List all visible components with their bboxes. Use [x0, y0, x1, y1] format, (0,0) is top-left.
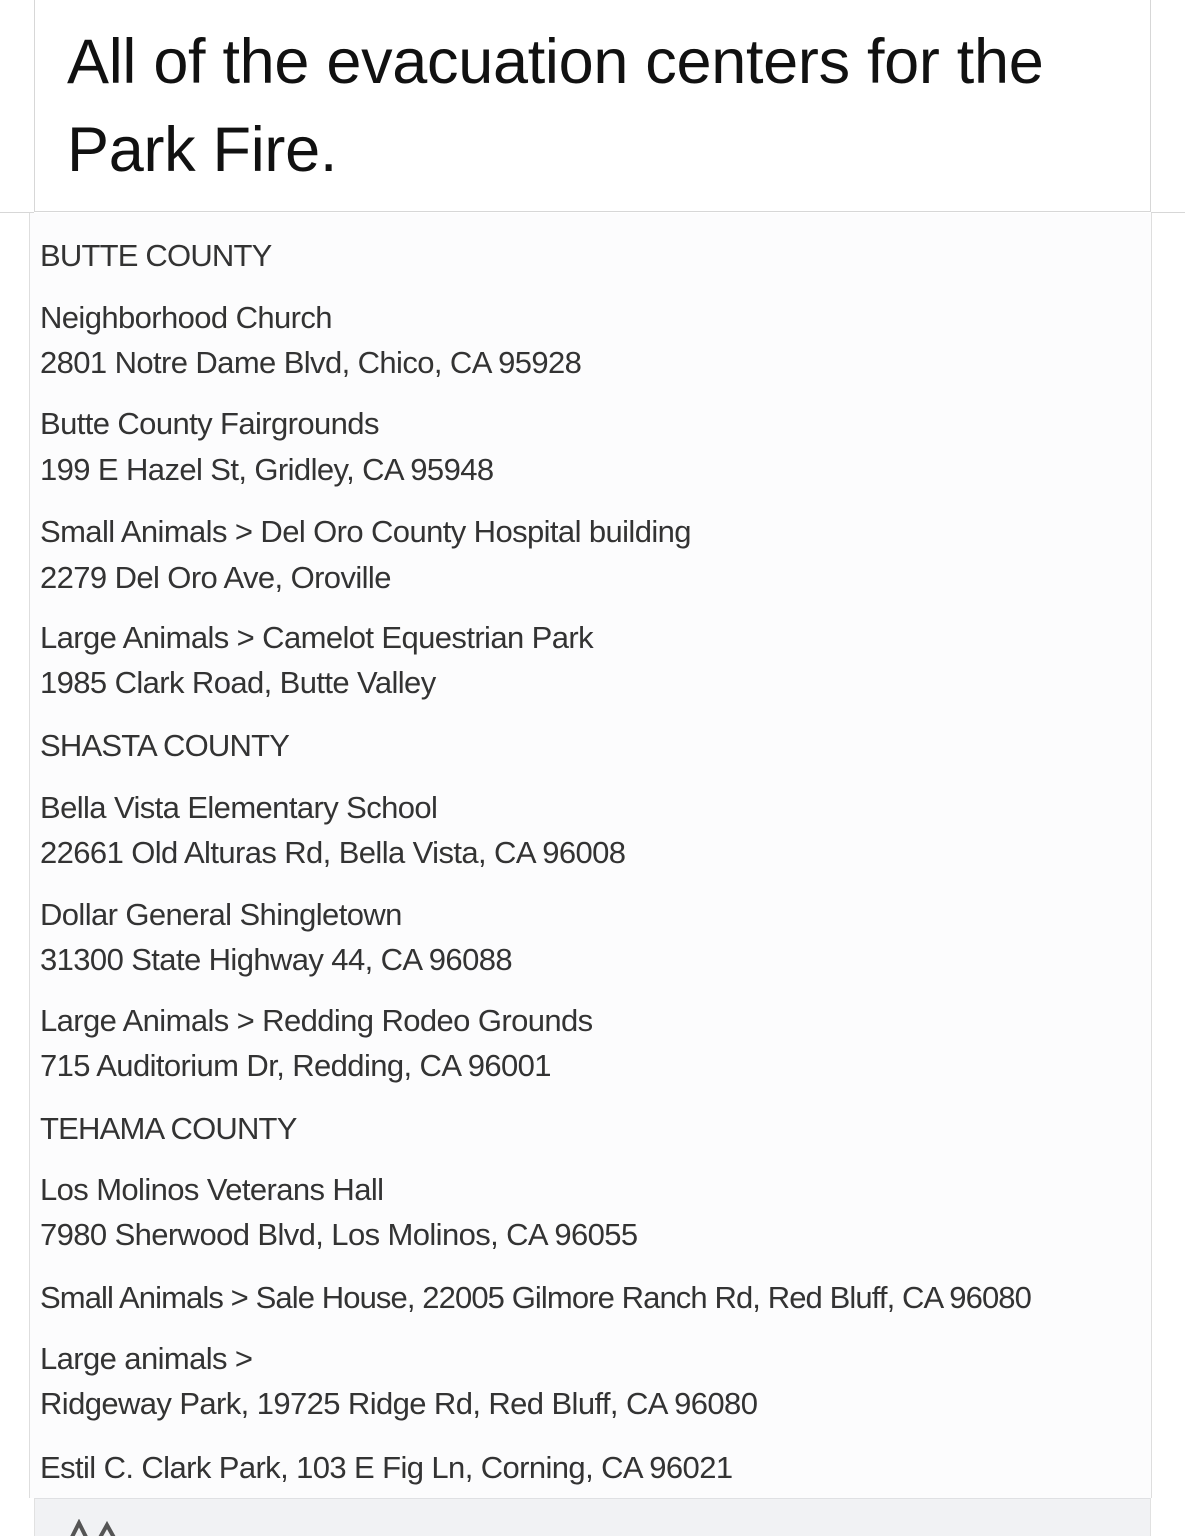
post-header [34, 0, 1151, 212]
center-address: 7980 Sherwood Blvd, Los Molinos, CA 96055 [40, 1217, 638, 1252]
center-name: Neighborhood Church [40, 300, 332, 335]
county-heading-shasta: SHASTA COUNTY [40, 728, 290, 763]
center-category: Large animals > [40, 1341, 253, 1376]
cropped-glyph-icon [67, 1519, 139, 1536]
center-address: 31300 State Highway 44, CA 96088 [40, 942, 512, 977]
center-address: 2279 Del Oro Ave, Oroville [40, 560, 391, 595]
panel-border-right [1151, 213, 1152, 1498]
center-address: 2801 Notre Dame Blvd, Chico, CA 95928 [40, 345, 582, 380]
center-name: Bella Vista Elementary School [40, 790, 438, 825]
center-address: 715 Auditorium Dr, Redding, CA 96001 [40, 1048, 551, 1083]
center-name-address: Estil C. Clark Park, 103 E Fig Ln, Corning, CA 96021 [40, 1450, 733, 1485]
county-heading-butte: BUTTE COUNTY [40, 238, 272, 273]
center-name: Los Molinos Veterans Hall [40, 1172, 384, 1207]
center-name: Butte County Fairgrounds [40, 406, 379, 441]
center-address: 22661 Old Alturas Rd, Bella Vista, CA 96008 [40, 835, 626, 870]
center-name-address: Small Animals > Sale House, 22005 Gilmore Ranch Rd, Red Bluff, CA 96080 [40, 1280, 1031, 1315]
center-name: Large Animals > Redding Rodeo Grounds [40, 1003, 593, 1038]
header-divider-right [1151, 212, 1185, 213]
center-name: Small Animals > Del Oro County Hospital building [40, 514, 691, 549]
center-address: 199 E Hazel St, Gridley, CA 95948 [40, 452, 494, 487]
center-name-address: Ridgeway Park, 19725 Ridge Rd, Red Bluff, CA 96080 [40, 1386, 758, 1421]
post-title: All of the evacuation centers for the Park Fire. [67, 27, 1044, 185]
center-name: Dollar General Shingletown [40, 897, 402, 932]
next-section-strip [34, 1498, 1151, 1536]
county-heading-tehama: TEHAMA COUNTY [40, 1111, 297, 1146]
center-address: 1985 Clark Road, Butte Valley [40, 665, 436, 700]
center-name: Large Animals > Camelot Equestrian Park [40, 620, 593, 655]
